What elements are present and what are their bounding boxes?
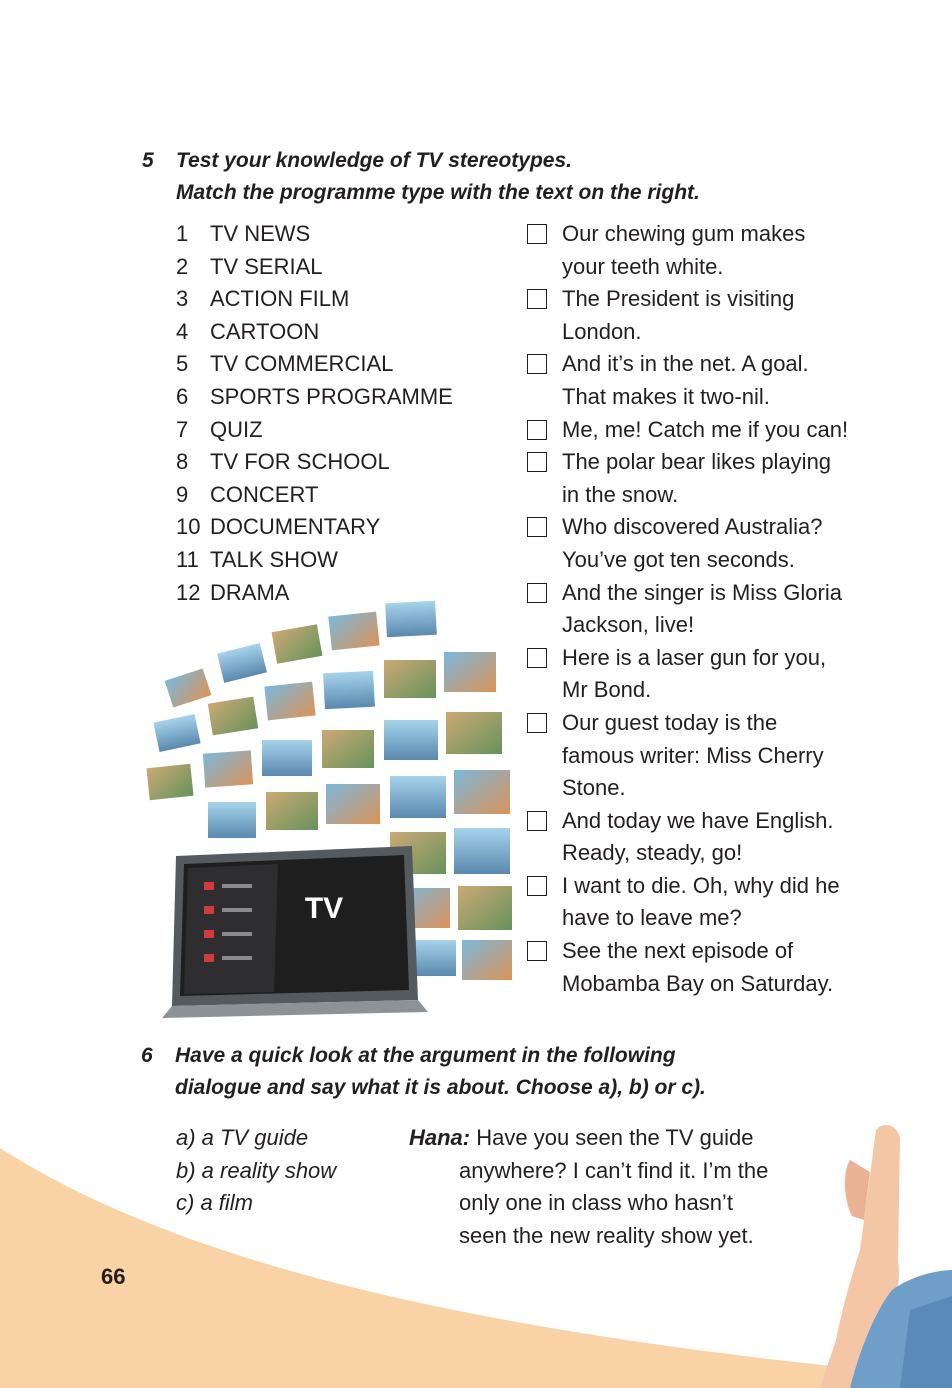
list-item [527, 348, 848, 413]
item-number: 9 [176, 481, 189, 507]
item-text: And it’s in the net. A goal. That makes it two-nil. [562, 351, 809, 409]
exercise-instruction: Match the programme type with the text on the right. [176, 181, 700, 204]
answer-checkbox[interactable] [527, 876, 547, 896]
item-number: 8 [176, 449, 189, 475]
item-label: TV FOR SCHOOL [210, 449, 390, 475]
list-item [527, 218, 848, 283]
item-label: SPORTS PROGRAMME [210, 383, 453, 409]
item-number: 4 [176, 318, 189, 344]
dialogue-first-line [409, 1122, 809, 1155]
item-text: The polar bear likes playing in the snow. [562, 449, 832, 507]
answer-checkbox[interactable] [527, 354, 547, 374]
tv-set [162, 846, 428, 1018]
tv-screen-label: TV [304, 892, 344, 925]
list-item [176, 218, 453, 251]
list-item [176, 348, 453, 381]
list-item [527, 511, 848, 576]
option-b: b) a reality show [176, 1157, 337, 1183]
list-item [527, 935, 848, 1000]
item-text: And today we have English. Ready, steady, go! [562, 807, 834, 866]
list-item [176, 511, 453, 544]
list-item [527, 870, 848, 935]
item-text: Me, me! Catch me if you can! [562, 416, 849, 442]
item-label: ACTION FILM [210, 286, 350, 312]
speaker-name: Hana: [409, 1125, 471, 1150]
item-label: DOCUMENTARY [210, 514, 381, 540]
item-number: 12 [176, 579, 201, 605]
item-number: 1 [176, 221, 189, 246]
item-number: 3 [176, 286, 189, 312]
item-number: 6 [176, 383, 189, 409]
list-item [176, 316, 453, 349]
dialogue [409, 1122, 809, 1252]
item-text: Our chewing gum makes your teeth white. [562, 221, 806, 279]
item-number: 2 [176, 253, 189, 279]
list-item [527, 446, 848, 511]
list-item [527, 805, 848, 870]
item-label: TV SERIAL [210, 253, 323, 279]
item-text: And the singer is Miss Gloria Jackson, live! [562, 579, 842, 638]
exercise-6-heading [141, 1040, 706, 1104]
list-item [176, 251, 453, 284]
option-a: a) a TV guide [176, 1125, 309, 1150]
dialogue-text-continued: anywhere? I can’t find it. I’m the only one in class who hasn’t seen the new reality show yet. [459, 1157, 769, 1248]
list-item [527, 707, 848, 805]
exercise-5-heading [142, 145, 700, 209]
answer-options [176, 1122, 336, 1220]
answer-checkbox[interactable] [527, 289, 547, 309]
answer-checkbox[interactable] [527, 452, 547, 472]
exercise-instruction: Have a quick look at the argument in the following [175, 1044, 676, 1067]
item-label: TALK SHOW [210, 546, 338, 572]
item-number: 5 [176, 351, 189, 377]
item-number: 11 [176, 546, 199, 572]
item-label: CONCERT [210, 481, 319, 507]
exercise-number: 6 [141, 1044, 153, 1067]
list-item [527, 414, 848, 447]
list-item [176, 479, 453, 512]
item-text: Here is a laser gun for you, Mr Bond. [562, 644, 827, 703]
tv-montage-illustration [128, 588, 518, 1020]
answer-checkbox[interactable] [527, 517, 547, 537]
item-number: 10 [176, 514, 201, 540]
item-text: The President is visiting London. [562, 286, 795, 344]
list-item [176, 446, 453, 479]
item-text: I want to die. Oh, why did he have to leave me? [562, 872, 840, 931]
answer-checkbox[interactable] [527, 713, 547, 733]
list-item [176, 414, 453, 447]
answer-checkbox[interactable] [527, 224, 547, 244]
item-label: CARTOON [210, 318, 320, 344]
item-number: 7 [176, 416, 189, 442]
item-text: See the next episode of Mobamba Bay on Saturday. [562, 938, 834, 996]
matching-text-list [527, 218, 848, 1000]
item-text: Our guest today is the famous writer: Miss Cherry Stone. [562, 709, 824, 801]
item-label: DRAMA [210, 579, 290, 605]
dialogue-text: Have you seen the TV guide [476, 1125, 754, 1150]
item-label: QUIZ [210, 416, 263, 442]
option-c: c) a film [176, 1190, 253, 1215]
answer-checkbox[interactable] [527, 941, 547, 961]
item-label: TV NEWS [210, 221, 311, 246]
answer-checkbox[interactable] [527, 583, 547, 603]
list-item [527, 283, 848, 348]
exercise-instruction: dialogue and say what it is about. Choose a), b) or c). [175, 1076, 706, 1099]
answer-checkbox[interactable] [527, 648, 547, 668]
programme-type-list [176, 218, 453, 609]
answer-checkbox[interactable] [527, 811, 547, 831]
list-item [176, 381, 453, 414]
exercise-instruction: Test your knowledge of TV stereotypes. [176, 149, 572, 172]
item-label: TV COMMERCIAL [210, 351, 394, 377]
item-text: Who discovered Australia? You’ve got ten seconds. [562, 514, 823, 572]
list-item [176, 283, 453, 316]
list-item [527, 642, 848, 707]
exercise-number: 5 [142, 149, 154, 172]
answer-checkbox[interactable] [527, 420, 547, 440]
list-item [527, 577, 848, 642]
page-number: 66 [101, 1264, 126, 1289]
list-item [176, 544, 453, 577]
